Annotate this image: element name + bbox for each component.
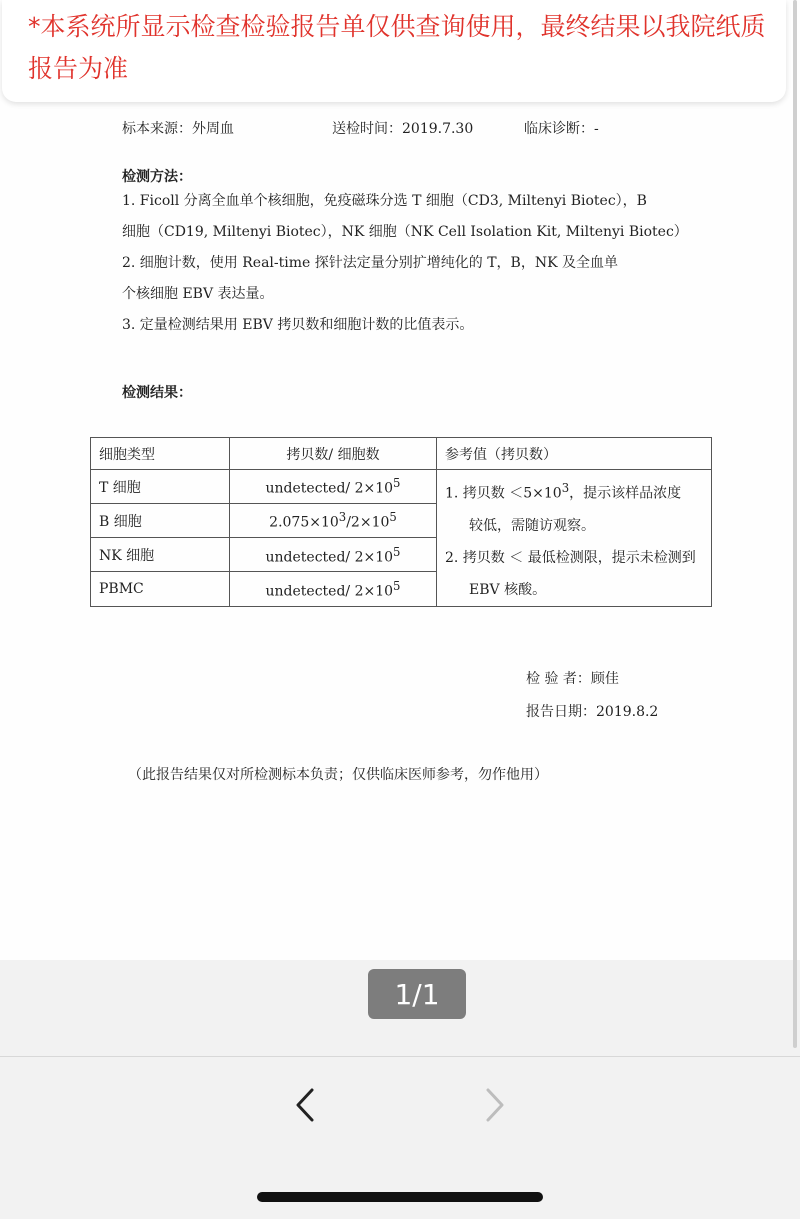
header-cell-type: 细胞类型 <box>91 438 230 470</box>
cell-type: B 细胞 <box>91 504 230 538</box>
method-text <box>122 186 688 341</box>
reference-values <box>437 470 712 607</box>
cell-type: T 细胞 <box>91 470 230 504</box>
method-line: 3. 定量检测结果用 EBV 拷贝数和细胞计数的比值表示。 <box>122 317 474 333</box>
method-line: 细胞（CD19, Miltenyi Biotec），NK 细胞（NK Cell Isolation Kit, Miltenyi Biotec） <box>122 224 688 240</box>
result-table <box>90 437 712 607</box>
copy-ratio: undetected/ $2\times 10^5$ <box>230 572 437 606</box>
clinical-diagnosis: 临床诊断：- <box>524 121 599 137</box>
reference-line: 1. 拷贝数 $<5\times 10^3$，提示该样品浓度 <box>445 481 682 502</box>
method-title: 检测方法： <box>122 169 192 185</box>
home-indicator[interactable] <box>257 1192 543 1202</box>
back-button[interactable] <box>280 1080 330 1130</box>
result-title: 检测结果： <box>122 385 192 401</box>
send-time: 送检时间：2019.7.30 <box>332 121 474 137</box>
reference-line: 2. 拷贝数 ＜ 最低检测限，提示未检测到 <box>445 549 696 566</box>
forward-button[interactable] <box>470 1080 520 1130</box>
page-indicator: 1/1 <box>368 969 466 1019</box>
header-copy-ratio: 拷贝数/ 细胞数 <box>230 438 437 470</box>
header-reference: 参考值（拷贝数） <box>437 438 712 470</box>
sample-source: 标本来源：外周血 <box>122 121 234 137</box>
inspector: 检 验 者：顾佳 <box>526 671 619 687</box>
table-row <box>91 470 712 504</box>
notice-text: *本系统所显示检查检验报告单仅供查询使用，最终结果以我院纸质报告为准 <box>28 12 766 83</box>
copy-ratio: undetected/ $2\times 10^5$ <box>230 470 437 504</box>
report-date: 报告日期：2019.8.2 <box>526 704 659 720</box>
nav-divider <box>0 1056 800 1057</box>
scrollbar[interactable] <box>793 0 797 1048</box>
chevron-right-icon <box>483 1085 507 1125</box>
method-line: 1. Ficoll 分离全血单个核细胞，免疫磁珠分选 T 细胞（CD3, Miltenyi Biotec），B <box>122 193 647 209</box>
method-line: 个核细胞 EBV 表达量。 <box>122 286 274 302</box>
reference-line: 较低，需随访观察。 <box>469 517 595 534</box>
copy-ratio: $2.075\times 10^3/2\times 10^5$ <box>230 504 437 538</box>
table-header-row <box>91 438 712 470</box>
reference-line: EBV 核酸。 <box>469 581 547 598</box>
notice-banner <box>2 0 786 102</box>
disclaimer: （此报告结果仅对所检测标本负责；仅供临床医师参考，勿作他用） <box>128 767 548 783</box>
cell-type: NK 细胞 <box>91 538 230 572</box>
cell-type: PBMC <box>91 572 230 606</box>
chevron-left-icon <box>293 1085 317 1125</box>
method-line: 2. 细胞计数，使用 Real-time 探针法定量分别扩增纯化的 T，B，NK 及全血单 <box>122 255 618 271</box>
copy-ratio: undetected/ $2\times 10^5$ <box>230 538 437 572</box>
